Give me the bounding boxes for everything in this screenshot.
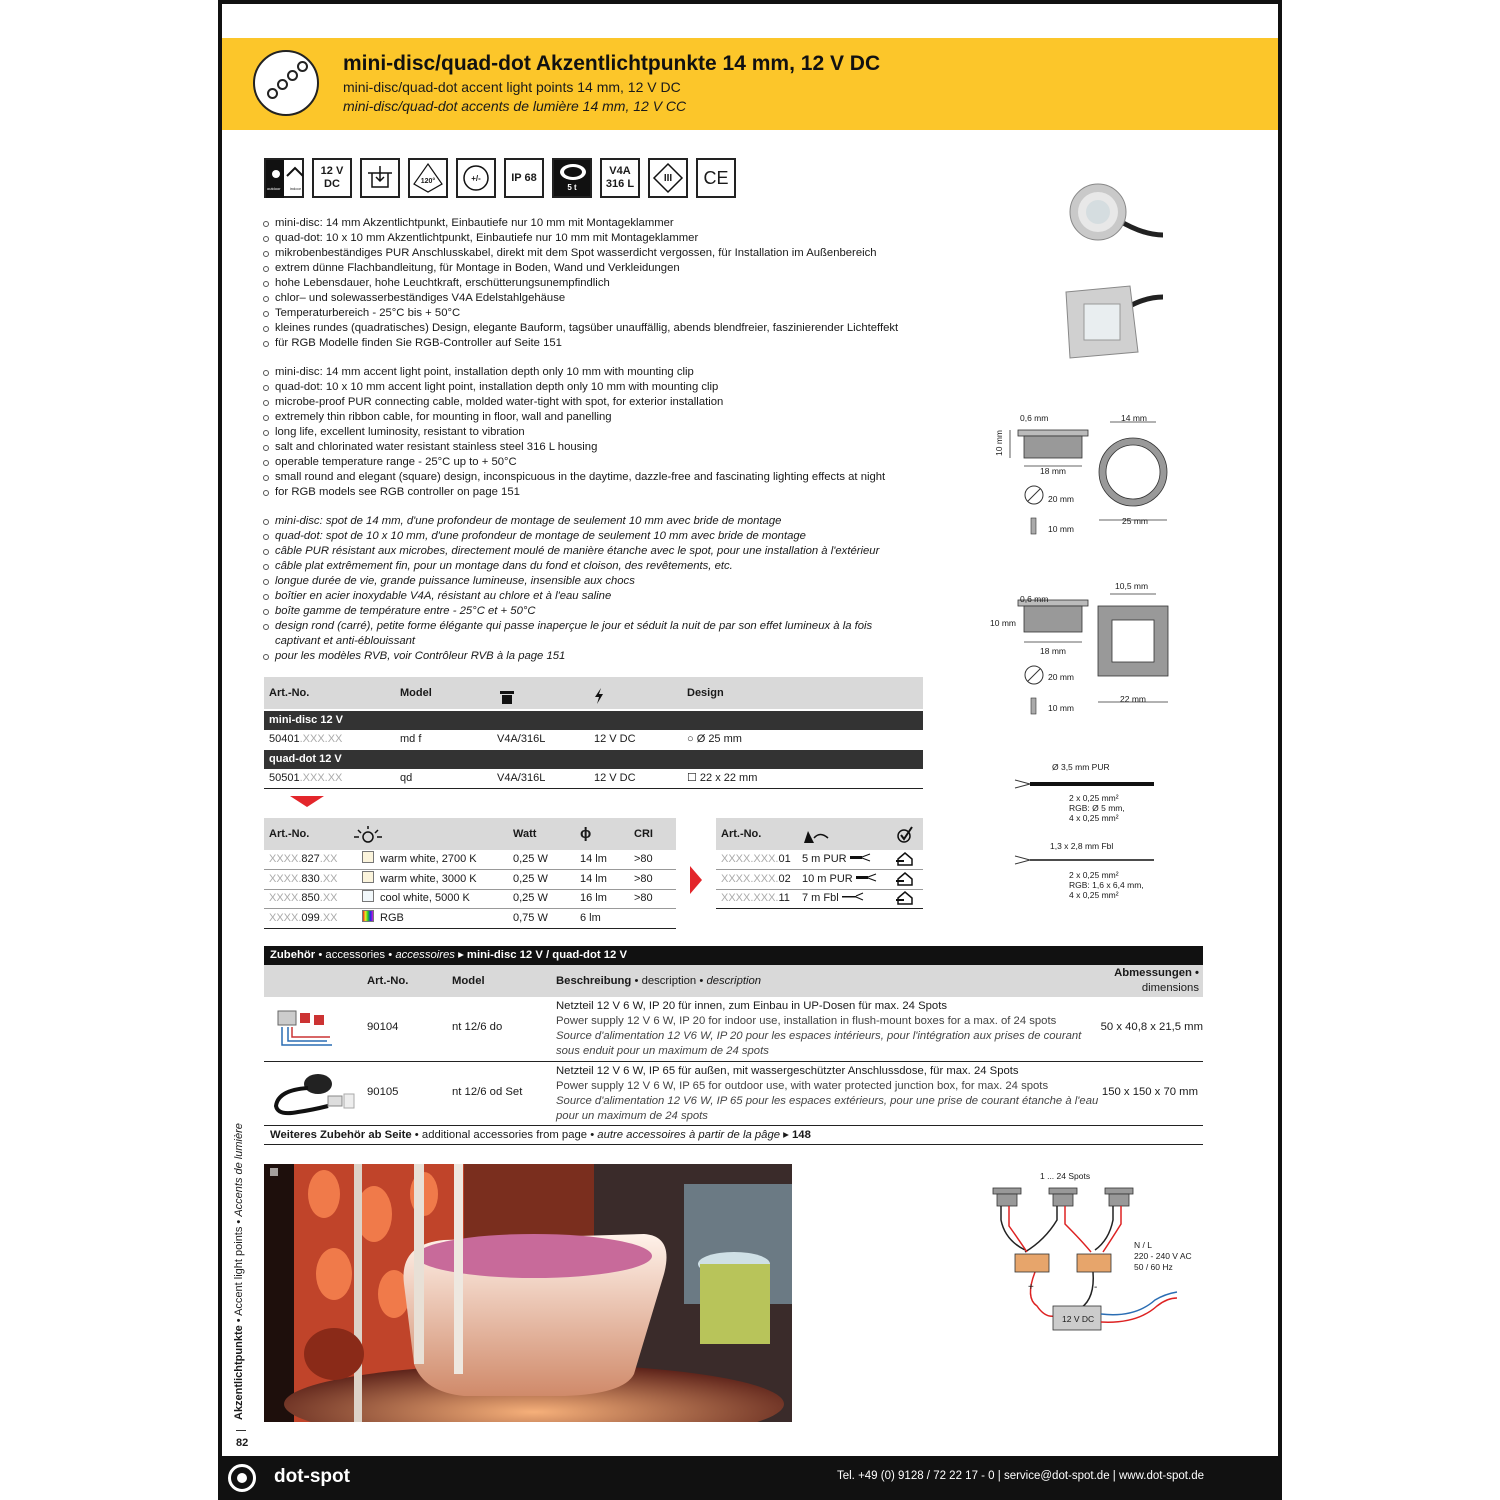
red-right-arrow-icon	[690, 866, 702, 894]
accessories-title-bar: Zubehör • accessories • accessoires ▸ mini-disc 12 V / quad-dot 12 V	[264, 946, 1203, 965]
page-subtitle-en: mini-disc/quad-dot accent light points 14 mm, 12 V DC	[343, 79, 681, 95]
contact-line[interactable]: Tel. +49 (0) 9128 / 72 22 17 - 0 | service@dot-spot.de | www.dot-spot.de	[836, 1470, 1204, 1482]
wiring-nl-label: N / L	[1134, 1240, 1152, 1250]
side-section-label: Akzentlichtpunkte • Accent light points • Accents de lumière	[233, 1123, 245, 1420]
cable-connector-icon	[850, 853, 872, 865]
features-list-fr: mini-disc: spot de 14 mm, d'une profondeur de montage de seulement 10 mm avec bride de montage quad-dot: spot de 10 x 10 mm, d'une profondeur de montage de seulement 10 mm avec bride de montage câble PUR résistant aux microbes, directement moulé de manière étanche avec le spot, pour une installation à l'extérieur câble plat extrêmement fin, pour un montage dans du fond et cloison, des revêtements, etc. longue durée de vie, grande puissance lumineuse, insensible aux chocs boîtier en acier inoxydable V4A, résistant au chlore et à l'eau saline boîte gamme de température entre - 25°C et + 50°C design rond (carré), petite forme élégante qui passe inaperçue le jour et séduit la nuit de par son effet lumineux à la fois captivant et anti-éblouissant pour les modèles RVB, voir Contrôleur RVB à la page 151	[262, 514, 879, 664]
cable-table-header	[716, 818, 923, 850]
cable-table	[716, 818, 923, 908]
col-art-no: Art.-No.	[269, 828, 310, 840]
quad-dot-product-photo	[1058, 282, 1168, 362]
dim-square-105: 10,5 mm	[1115, 581, 1149, 591]
dot-spot-logo-icon	[228, 1464, 256, 1492]
light-row-099: XXXX.099.XX RGB 0,75 W 6 lm	[269, 911, 601, 924]
col-watt: Watt	[513, 828, 537, 840]
dim-drill-depth-2: 10 mm	[1048, 703, 1074, 713]
light-row-827: XXXX.827.XX warm white, 2700 K 0,25 W 14 lm >80	[269, 853, 653, 865]
cable-fbl-spec-3: 4 x 0,25 mm²	[1069, 890, 1119, 900]
cable-length-icon	[802, 826, 830, 842]
table-row: 90104 nt 12/6 do Netzteil 12 V 6 W, IP 20 für innen, zum Einbau in UP-Dosen für max. 24 Spots Power supply 12 V 6 W, IP 20 for indoor use, installation in flush-mount boxes for a max. of 24 spots Source d'alimentation 12 V6 W, IP 20 pour les espaces intérieurs, pour l'intégration aux prises de courant sous enduit pour un maximum de 24 spots 50 x 40,8 x 21,5 mm	[264, 997, 1203, 1062]
color-swatch-icon	[362, 851, 374, 863]
cable-row-02: XXXX.XXX.02 10 m PUR	[716, 870, 923, 889]
page-number-rule	[236, 1430, 246, 1431]
load-5t-icon: 5 t	[552, 158, 592, 198]
features-list-de: mini-disc: 14 mm Akzentlichtpunkt, Einbautiefe nur 10 mm mit Montageklammer quad-dot: 10 x 10 mm Akzentlichtpunkt, Einbautiefe nur 10 mm mit Montageklammer mikrobenbeständiges PUR Anschlusskabel, direkt mit dem Spot wasserdicht vergossen, für Installation im Außenbereich extrem dünne Flachbandleitung, für Montage in Boden, Wand und Verkleidungen hohe Lebensdauer, hohe Leuchtkraft, erschütterungsunempfindlich chlor– und solewasserbeständiges V4A Edelstahlgehäuse Temperaturbereich - 25°C bis + 50°C kleines rundes (quadratisches) Design, elegante Bauform, tagsüber unauffällig, abends blendfreier, faszinierender Lichteffekt für RGB Modelle finden Sie RGB-Controller auf Seite 151	[262, 216, 898, 351]
feature-icons	[264, 158, 736, 198]
cable-pur-spec-2: RGB: Ø 5 mm,	[1069, 803, 1125, 813]
wiring-psu-label: 12 V DC	[1062, 1314, 1095, 1324]
dim-depth: 10 mm	[994, 430, 1004, 456]
ce-mark-icon: CE	[696, 158, 736, 198]
cable-pur-spec-1: 2 x 0,25 mm²	[1069, 793, 1119, 803]
dim-diameter-14: 14 mm	[1121, 413, 1147, 423]
bathtub-ambience-photo	[264, 1164, 792, 1422]
col-model: Model	[400, 687, 432, 699]
page-frame-right	[1278, 0, 1282, 1500]
light-row-850: XXXX.850.XX cool white, 5000 K 0,25 W 16 lm >80	[269, 892, 653, 904]
page-frame-left	[218, 0, 222, 1500]
beam-angle-icon: 120°	[408, 158, 448, 198]
power-supply-outdoor-photo	[268, 1066, 358, 1122]
dim-diameter-25: 25 mm	[1122, 516, 1148, 526]
table-row: 90105 nt 12/6 od Set Netzteil 12 V 6 W, IP 65 für außen, mit wassergeschützter Anschlussdose, für max. 24 Spots Power supply 12 V 6 W, IP 65 for outdoor use, with water protected junction box, for max. 24 spots Source d'alimentation 12 V6 W, IP 65 pour les espaces extérieurs, pour une prise de courant étanche à l'eau pour un maximum de 24 spots 150 x 150 x 70 mm	[264, 1062, 1203, 1126]
cable-row-01: XXXX.XXX.01 5 m PUR	[716, 850, 923, 869]
wiring-ac-label: 220 - 240 V AC	[1134, 1251, 1192, 1261]
footer-bar	[218, 1456, 1282, 1500]
cable-fbl-spec-2: RGB: 1,6 x 6,4 mm,	[1069, 880, 1144, 890]
dim-drill-20: 20 mm	[1048, 494, 1074, 504]
light-color-icon	[354, 825, 382, 843]
stainless-steel-icon: V4A 316 L	[600, 158, 640, 198]
accessories-header: Art.-No. Model Beschreibung • description • description Abmessungen • dimensions	[264, 965, 1203, 997]
light-color-table	[264, 818, 676, 928]
table-row: 50501.XXX.XX qd V4A/316L 12 V DC ☐ 22 x 22 mm	[269, 772, 758, 784]
mini-disc-dimension-drawing	[990, 410, 1180, 540]
page-frame-top	[218, 0, 1282, 4]
cable-fbl-spec-1: 2 x 0,25 mm²	[1069, 870, 1119, 880]
cable-fbl-label: 1,3 x 2,8 mm Fbl	[1050, 841, 1114, 851]
cable-connector-icon	[842, 892, 864, 904]
housing-icon	[500, 686, 512, 700]
connector-check-icon	[896, 825, 914, 843]
color-swatch-icon	[362, 871, 374, 883]
table-row: 50401.XXX.XX md f V4A/316L 12 V DC ○ Ø 25 mm	[269, 733, 742, 745]
dim-flange: 0,6 mm	[1020, 413, 1049, 423]
adjustable-icon: +/-	[456, 158, 496, 198]
cable-connector-icon	[856, 873, 878, 885]
wiring-plus-label: +	[1028, 1282, 1034, 1293]
group-quad-dot: quad-dot 12 V	[264, 750, 923, 769]
page-title: mini-disc/quad-dot Akzentlichtpunkte 14 mm, 12 V DC	[343, 52, 881, 75]
cable-row-11: XXXX.XXX.11 7 m Fbl	[716, 889, 923, 908]
cable-pur-label: Ø 3,5 mm PUR	[1052, 762, 1110, 772]
wiring-spots-label: 1 ... 24 Spots	[1040, 1171, 1091, 1181]
quad-dot-logo-icon	[253, 50, 319, 116]
light-row-830: XXXX.830.XX warm white, 3000 K 0,25 W 14 lm >80	[269, 872, 653, 885]
col-art-no: Art.-No.	[269, 687, 310, 699]
models-table	[264, 677, 923, 789]
page-subtitle-fr: mini-disc/quad-dot accents de lumière 14 mm, 12 V CC	[343, 98, 687, 114]
more-accessories-line: Weiteres Zubehör ab Seite • additional accessories from page • autre accessoires à partir de la pâge ▸ 148	[264, 1126, 1203, 1145]
accessories-section	[264, 946, 1203, 1145]
red-down-arrow-icon	[290, 796, 324, 807]
power-supply-indoor-photo	[272, 1005, 342, 1051]
quad-dot-dimension-drawing	[990, 590, 1180, 720]
cable-pur-spec-3: 4 x 0,25 mm²	[1069, 813, 1119, 823]
dc-voltage-icon: 12 V DC	[312, 158, 352, 198]
col-art-no: Art.-No.	[721, 828, 762, 840]
mini-disc-product-photo	[1058, 180, 1168, 250]
recessed-mount-icon	[360, 158, 400, 198]
dim-width-18: 18 mm	[1040, 466, 1066, 476]
light-table-header	[264, 818, 676, 850]
wiring-minus-label: -	[1094, 1282, 1098, 1293]
col-design: Design	[687, 687, 724, 699]
protection-class-iii-icon: III	[648, 158, 688, 198]
dim-depth-2: 10 mm	[990, 618, 1016, 628]
features-list-en: mini-disc: 14 mm accent light point, installation depth only 10 mm with mounting clip quad-dot: 10 x 10 mm accent light point, installation depth only 10 mm with mounting clip microbe-proof PUR connecting cable, molded water-tight with spot, for exterior installation extremely thin ribbon cable, for mounting in floor, wall and panelling long life, excellent luminosity, resistant to vibration salt and chlorinated water resistant stainless steel 316 L housing operable temperature range - 25°C up to + 50°C small round and elegant (square) design, inconspicuous in the daytime, dazzle-free and fascinating lighting effects at night for RGB models see RGB controller on page 151	[262, 365, 885, 500]
col-lumen: ϕ	[580, 825, 592, 842]
col-cri: CRI	[634, 828, 653, 840]
group-mini-disc: mini-disc 12 V	[264, 711, 923, 730]
dim-flange-2: 0,6 mm	[1020, 594, 1049, 604]
rgb-swatch-icon	[362, 910, 374, 922]
page-number: 82	[236, 1437, 249, 1449]
dim-width-18-2: 18 mm	[1040, 646, 1066, 656]
wiring-hz-label: 50 / 60 Hz	[1134, 1262, 1173, 1272]
dim-drill-depth: 10 mm	[1048, 524, 1074, 534]
brand-name: dot-spot	[274, 1466, 350, 1487]
ip68-icon: IP 68	[504, 158, 544, 198]
outdoor-indoor-icon: outdoor indoor	[264, 158, 304, 198]
dim-square-22: 22 mm	[1120, 694, 1146, 704]
dim-drill-20-2: 20 mm	[1048, 672, 1074, 682]
color-swatch-icon	[362, 890, 374, 902]
models-table-header	[264, 677, 923, 709]
voltage-bolt-icon	[594, 685, 604, 701]
